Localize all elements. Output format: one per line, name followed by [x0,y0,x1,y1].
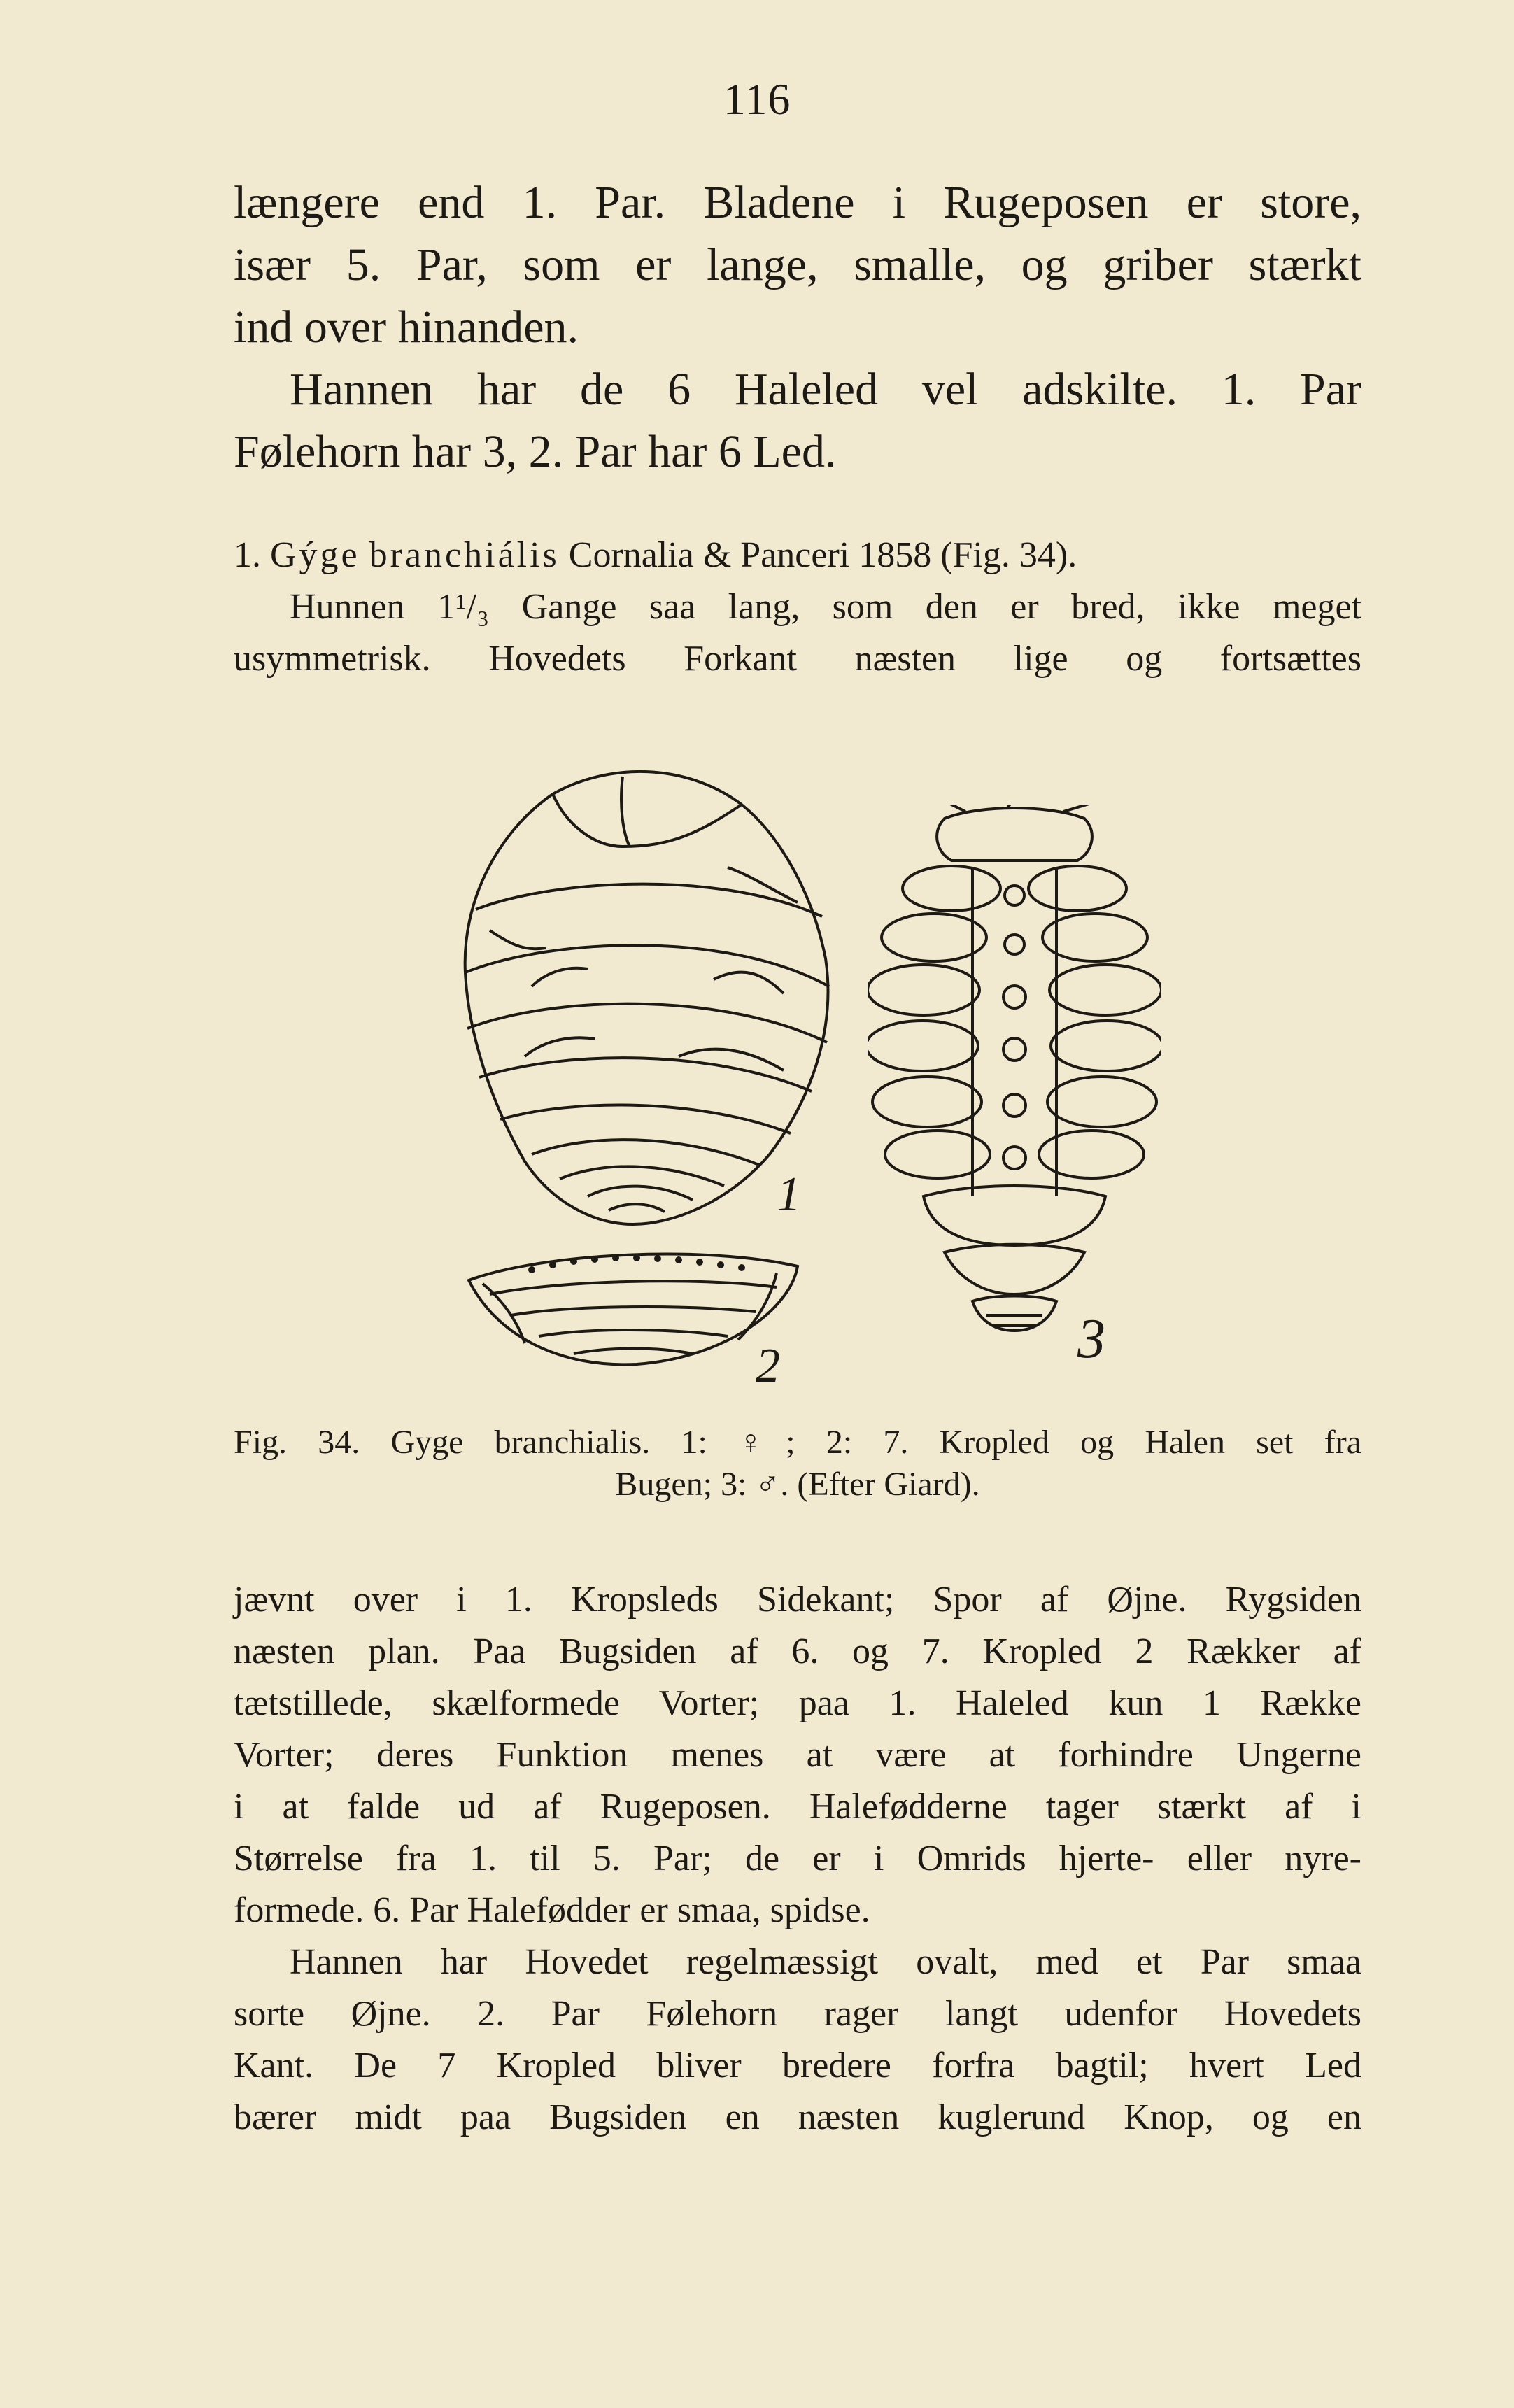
male-note-paragraph [234,358,1361,483]
text-line: tætstillede, skælformede Vorter; paa 1. Haleled kun 1 Række [234,1683,1361,1723]
text-line: Følehorn har 3, 2. Par har 6 Led. [234,426,837,477]
body-paragraph-1 [234,1574,1361,1936]
intro-paragraph [234,171,1361,358]
species-name: branchiális [369,535,560,575]
figure-label-2: 2 [756,1339,780,1392]
text-line: formede. 6. Par Halefødder er smaa, spidse. [234,1890,870,1930]
text-line: usymmetrisk. Hovedets Forkant næsten lige og fortsættes [234,639,1361,679]
female-dorsal-illustration [448,763,840,1238]
page-number: 116 [723,74,791,124]
text-line: ind over hinanden. [234,302,579,353]
text-line: især 5. Par, som er lange, smalle, og griber stærkt [234,239,1361,290]
text-line: jævnt over i 1. Kropsleds Sidekant; Spor af Øjne. Rygsiden [234,1580,1361,1620]
text-line: næsten plan. Paa Bugsiden af 6. og 7. Kropled 2 Rækker af [234,1631,1361,1671]
text-line: i at falde ud af Rugeposen. Halefødderne tager stærkt af i [234,1787,1361,1827]
species-number: 1. [234,535,261,575]
figure-caption [234,1422,1361,1506]
species-heading [234,530,1361,581]
male-ventral-illustration [868,805,1161,1364]
text-line: Hunnen 1¹/₃ Gange saa lang, som den er bred, ikke meget [290,587,1361,627]
text-line: længere end 1. Par. Bladene i Rugeposen er store, [234,177,1361,228]
figure-label-1: 1 [777,1168,801,1221]
female-ventral-tail-illustration [462,1238,812,1392]
text-line: Størrelse fra 1. til 5. Par; de er i Omrids hjerte- eller nyre- [234,1839,1361,1878]
text-line: Kant. De 7 Kropled bliver bredere forfra bagtil; hvert Led [234,2046,1361,2085]
species-genus: Gýge [270,535,360,575]
text-line: Hannen har Hovedet regelmæssigt ovalt, med et Par smaa [290,1942,1361,1982]
caption-line: Fig. 34. Gyge branchialis. 1: ♀; 2: 7. Kropled og Halen set fra [234,1424,1361,1461]
species-paragraph [234,530,1361,685]
figure-label-3: 3 [1077,1308,1105,1364]
species-author: Cornalia & Panceri 1858 (Fig. 34). [568,535,1077,575]
text-line: sorte Øjne. 2. Par Følehorn rager langt udenfor Hovedets [234,1994,1361,2034]
figure-34 [0,763,1514,1392]
text-line: Vorter; deres Funktion menes at være at forhindre Ungerne [234,1735,1361,1775]
body-paragraph-2 [234,1936,1361,2144]
text-line: Hannen har de 6 Haleled vel adskilte. 1. Par [290,364,1361,415]
caption-line: Bugen; 3: ♂. (Efter Giard). [615,1466,980,1503]
text-line: bærer midt paa Bugsiden en næsten kuglerund Knop, og en [234,2097,1361,2137]
